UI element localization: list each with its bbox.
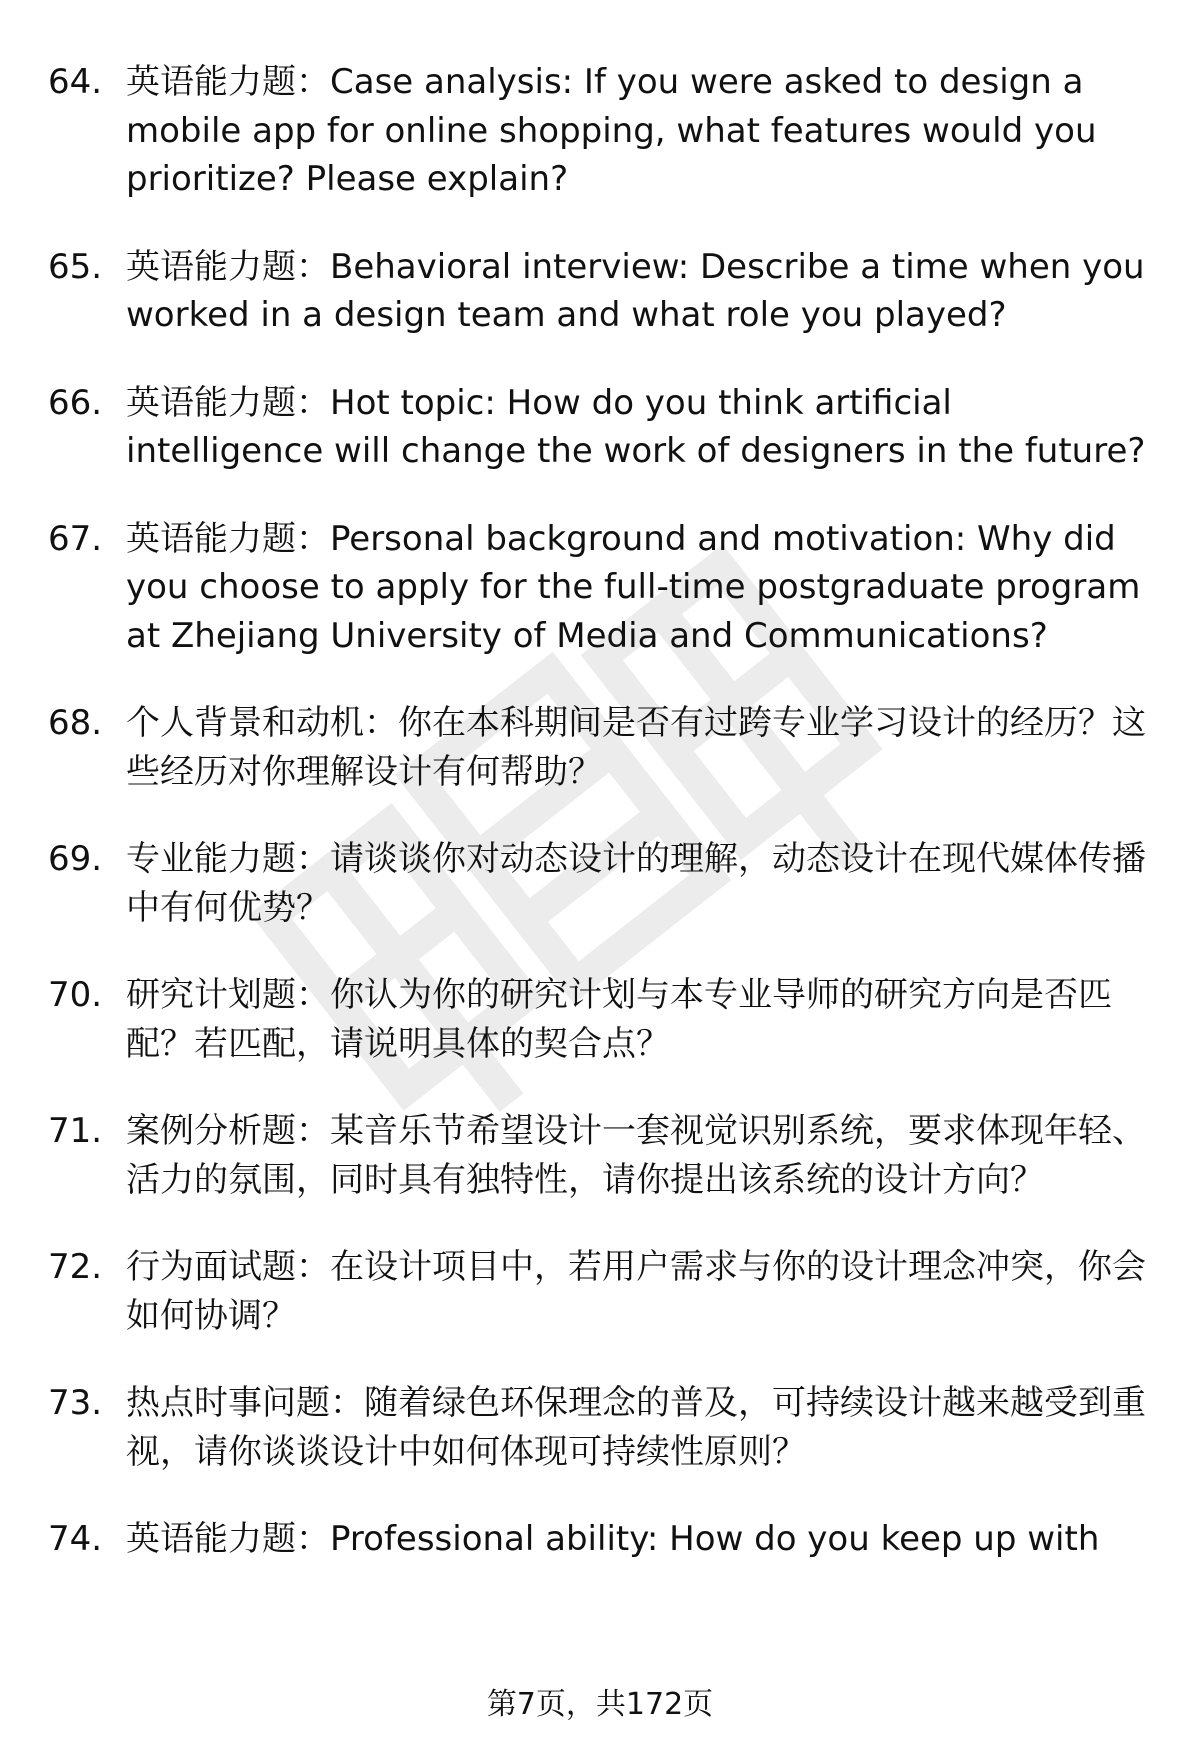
question-number: 69.	[48, 839, 103, 879]
question-text: 专业能力题：请谈谈你对动态设计的理解，动态设计在现代媒体传播中有何优势？	[126, 839, 1146, 928]
question-number: 74.	[48, 1519, 103, 1559]
question-item	[48, 58, 1158, 204]
question-item	[48, 971, 1158, 1068]
question-number: 66.	[48, 382, 103, 423]
question-text: 研究计划题：你认为你的研究计划与本专业导师的研究方向是否匹配？若匹配，请说明具体的契合点？	[126, 975, 1112, 1064]
question-number: 67.	[48, 518, 103, 559]
question-item	[48, 1243, 1158, 1340]
question-item	[48, 835, 1158, 932]
question-number: 65.	[48, 246, 103, 287]
question-text: 行为面试题：在设计项目中，若用户需求与你的设计理念冲突，你会如何协调？	[126, 1247, 1146, 1336]
question-text: 英语能力题：Personal background and motivation: Why did you choose to apply for the full-time postgraduate program at Zhejiang University of Media and Communications?	[126, 518, 1141, 656]
question-item	[48, 699, 1158, 796]
question-text: 英语能力题：Hot topic: How do you think artificial intelligence will change the work of designers in the future?	[126, 382, 1146, 471]
question-number: 72.	[48, 1247, 103, 1287]
question-text: 英语能力题：Professional ability: How do you keep up with	[126, 1519, 1100, 1559]
question-text: 案例分析题：某音乐节希望设计一套视觉识别系统，要求体现年轻、活力的氛围，同时具有独特性，请你提出该系统的设计方向？	[126, 1111, 1146, 1200]
question-item	[48, 379, 1158, 476]
question-list	[48, 58, 1158, 1603]
page-footer: 第7页，共172页	[486, 1687, 714, 1722]
question-item	[48, 243, 1158, 340]
question-item	[48, 1107, 1158, 1204]
question-number: 68.	[48, 703, 103, 743]
question-number: 71.	[48, 1111, 103, 1151]
question-number: 73.	[48, 1383, 103, 1423]
question-number: 70.	[48, 975, 103, 1015]
question-text: 个人背景和动机：你在本科期间是否有过跨专业学习设计的经历？这些经历对你理解设计有何帮助？	[126, 703, 1146, 792]
question-item	[48, 1515, 1158, 1564]
question-item	[48, 1379, 1158, 1476]
question-text: 热点时事问题：随着绿色环保理念的普及，可持续设计越来越受到重视，请你谈谈设计中如何体现可持续性原则？	[126, 1383, 1146, 1472]
question-text: 英语能力题：Case analysis: If you were asked to design a mobile app for online shopping, what features would you prioritize? Please explain?	[126, 62, 1097, 199]
question-item	[48, 515, 1158, 661]
question-text: 英语能力题：Behavioral interview: Describe a time when you worked in a design team and what role you played?	[126, 246, 1145, 335]
question-number: 64.	[48, 62, 103, 102]
